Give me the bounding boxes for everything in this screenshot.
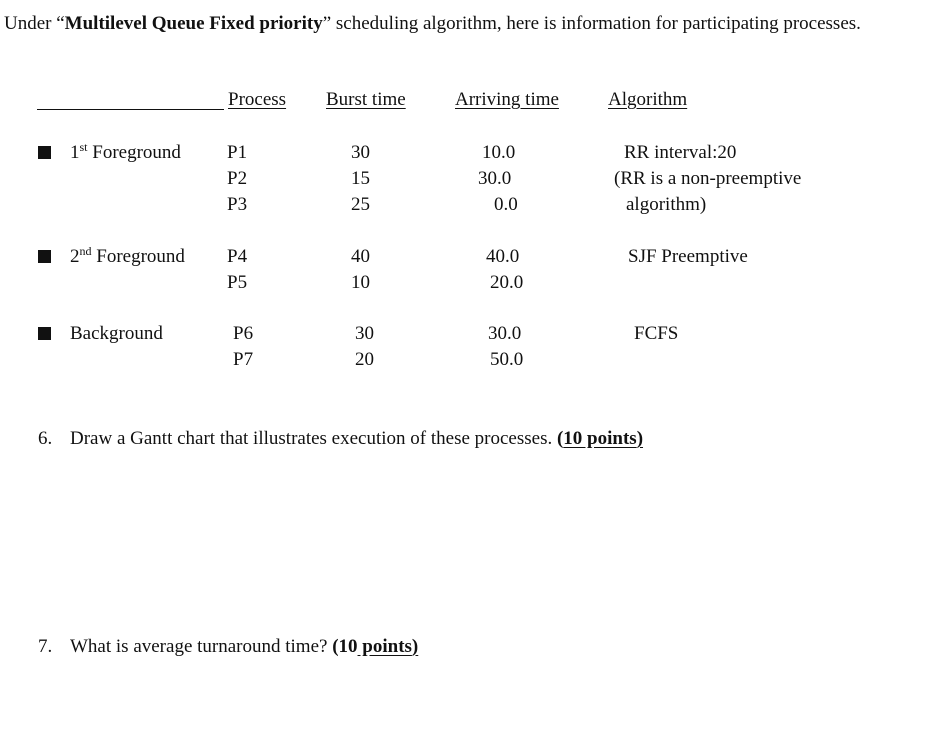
process-p6: P6 — [233, 323, 254, 344]
group-2-label: 2nd Foreground — [70, 244, 185, 267]
arriving-p6: 30.0 — [488, 323, 522, 344]
question-6-points: (10 points) — [556, 428, 644, 449]
question-7-number: 7. — [38, 636, 53, 657]
intro-paragraph — [4, 10, 884, 38]
intro-text-after: ” scheduling algorithm, here is information for participating processes. — [322, 13, 861, 34]
question-6-number: 6. — [38, 428, 53, 449]
process-p5: P5 — [227, 272, 248, 293]
bullet-square-icon — [38, 146, 51, 159]
bullet-square-icon — [38, 250, 51, 263]
header-process: Process — [228, 89, 287, 110]
process-p1: P1 — [227, 142, 248, 163]
algorithm-group-1-line-1: RR interval:20 — [624, 142, 737, 163]
bullet-square-icon — [38, 327, 51, 340]
burst-p3: 25 — [351, 194, 370, 215]
question-6 — [38, 429, 643, 448]
question-7-text: What is average turnaround time? — [70, 636, 328, 657]
arriving-p2: 30.0 — [478, 168, 512, 189]
header-burst-time: Burst time — [326, 89, 406, 110]
algorithm-group-1-line-2: (RR is a non-preemptive — [614, 168, 802, 189]
burst-p2: 15 — [351, 168, 370, 189]
question-7 — [38, 637, 418, 656]
header-rule — [37, 109, 224, 110]
process-p4: P4 — [227, 246, 248, 267]
burst-p4: 40 — [351, 246, 370, 267]
group-1-label: 1st Foreground — [70, 140, 181, 163]
group-3-label: Background — [70, 323, 163, 344]
burst-p5: 10 — [351, 272, 370, 293]
process-p3: P3 — [227, 194, 248, 215]
algorithm-group-2: SJF Preemptive — [628, 246, 748, 267]
arriving-p5: 20.0 — [490, 272, 524, 293]
intro-text-before: Under “ — [4, 13, 65, 34]
header-arriving-time: Arriving time — [455, 89, 559, 110]
question-7-points: (10 points) — [332, 636, 419, 657]
arriving-p4: 40.0 — [486, 246, 520, 267]
process-p2: P2 — [227, 168, 248, 189]
arriving-p3: 0.0 — [494, 194, 518, 215]
burst-p6: 30 — [355, 323, 374, 344]
intro-bold-title: Multilevel Queue Fixed priority — [64, 13, 323, 34]
header-algorithm: Algorithm — [608, 89, 688, 110]
algorithm-group-3: FCFS — [634, 323, 679, 344]
process-p7: P7 — [233, 349, 254, 370]
arriving-p7: 50.0 — [490, 349, 524, 370]
burst-p1: 30 — [351, 142, 370, 163]
algorithm-group-1-line-3: algorithm) — [626, 194, 707, 215]
question-6-text: Draw a Gantt chart that illustrates execution of these processes. — [70, 428, 553, 449]
burst-p7: 20 — [355, 349, 374, 370]
arriving-p1: 10.0 — [482, 142, 516, 163]
